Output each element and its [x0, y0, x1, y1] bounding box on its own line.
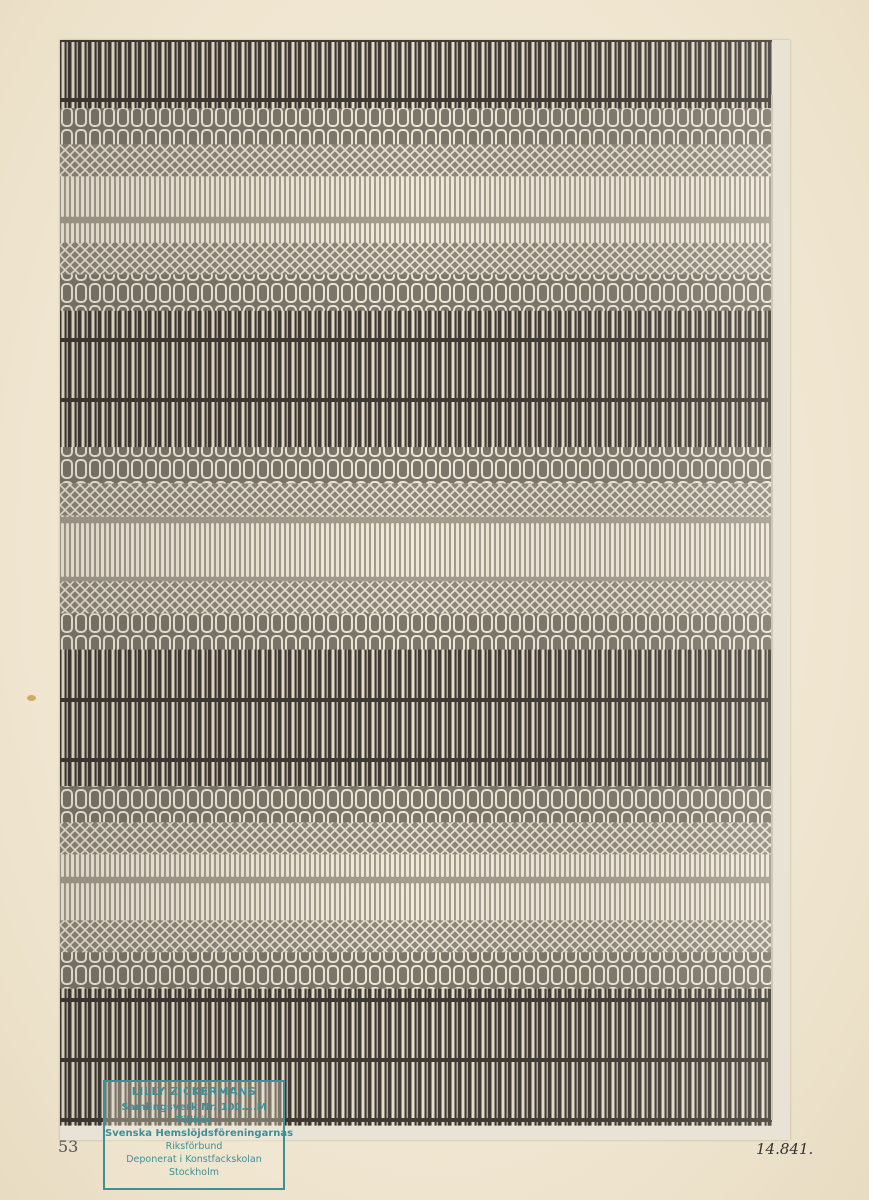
textile-photograph: [60, 40, 790, 1140]
stamp-federation: Riksförbund: [165, 1141, 223, 1152]
archive-number: 14.841.: [756, 1140, 814, 1158]
stamp-organization: Svenska Hemslöjdsföreningarnas: [105, 1128, 294, 1139]
stamp-belongs-to: Tillhör: [175, 1115, 213, 1126]
stamp-owner: LILLY ZICKERMANS: [131, 1085, 257, 1098]
collection-stamp: [103, 1080, 294, 1190]
stamp-collection-number: Samlingsverk Nr..100....M: [121, 1102, 267, 1113]
stamp-city: Stockholm: [168, 1167, 220, 1178]
handwritten-mark: 53: [58, 1137, 79, 1156]
woven-textile-image: [60, 40, 790, 1140]
paper-stain: [27, 695, 36, 701]
stamp-deposited: Deponerat i Konstfackskolan: [126, 1154, 262, 1165]
